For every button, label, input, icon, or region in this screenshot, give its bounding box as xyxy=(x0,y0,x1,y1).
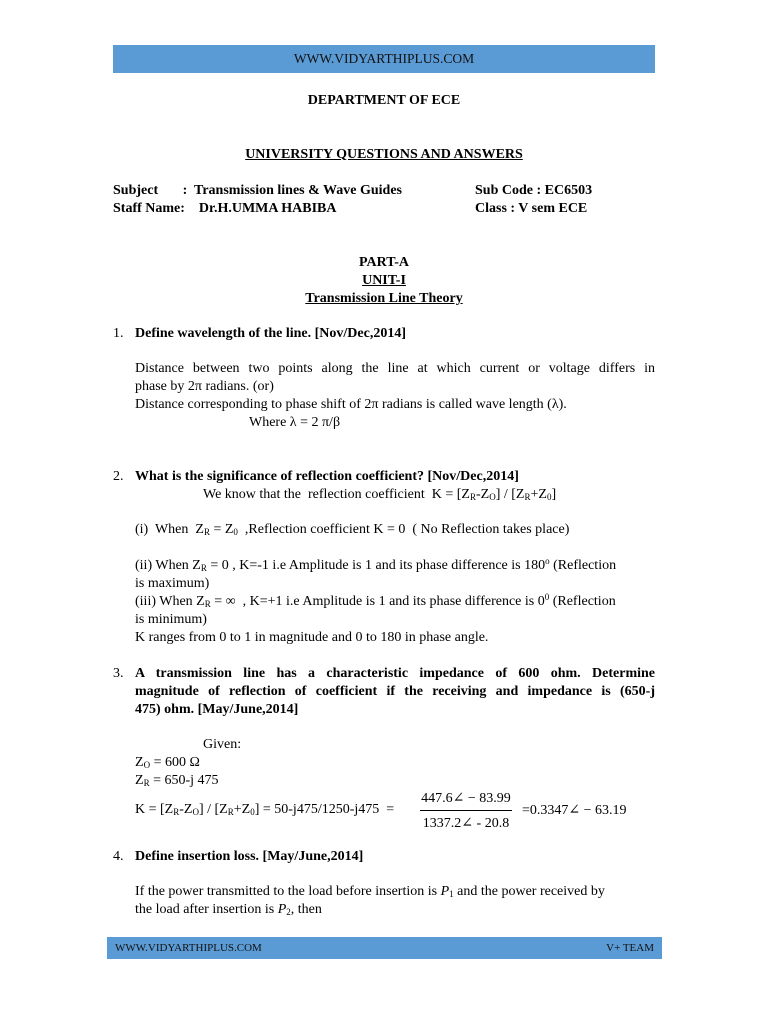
q1-answer-line2: phase by 2π radians. (or) xyxy=(135,379,274,394)
q2-question: What is the significance of reflection coefficient? [Nov/Dec,2014] xyxy=(135,469,519,484)
q3-question-line3: 475) ohm. [May/June,2014] xyxy=(135,702,299,717)
q2-case-1: (i) When $Z_R = Z_0$ ,Reflection coefficient K = 0 ( No Reflection takes place) xyxy=(135,522,570,537)
department-heading: DEPARTMENT OF ECE xyxy=(307,93,461,108)
q3-question-line1: A transmission line has a characteristic impedance of 600 ohm. Determine xyxy=(135,666,655,681)
q1-number: 1. xyxy=(113,326,124,341)
q2-range: K ranges from 0 to 1 in magnitude and 0 to 180 in phase angle. xyxy=(135,630,489,645)
q4-answer-line2: the load after insertion is $P_2$, then xyxy=(135,902,322,917)
q3-number: 3. xyxy=(113,666,124,681)
unit-title: Transmission Line Theory xyxy=(305,291,463,306)
subject-line: Subject : Transmission lines & Wave Guides xyxy=(113,183,402,198)
q1-answer-line1: Distance between two points along the line at which current or voltage differs in xyxy=(135,361,655,376)
q3-fraction-denominator: 1337.2∠ - 20.8 xyxy=(422,816,510,831)
footer-site: WWW.VIDYARTHIPLUS.COM xyxy=(115,942,262,954)
q1-question: Define wavelength of the line. [Nov/Dec,2014] xyxy=(135,326,407,341)
q2-intro: We know that the reflection coefficient $K = [Z_R-Z_O] / [Z_R+Z_0]$ xyxy=(203,487,557,502)
q3-k-equation: $K = [Z_R-Z_O] / [Z_R+Z_0] = 50-j475/1250-j475$ = xyxy=(135,802,395,817)
document-title: UNIVERSITY QUESTIONS AND ANSWERS xyxy=(245,147,523,162)
q4-answer-line1: If the power transmitted to the load before insertion is $P_1$ and the power received by xyxy=(135,884,605,899)
q2-case-3: (iii) When $Z_R$ = ∞ , K=+1 i.e Amplitude is 1 and its phase difference is $0^0$ (Reflection xyxy=(135,592,616,609)
footer-team: V+ TEAM xyxy=(606,942,654,954)
part-heading: PART-A xyxy=(358,255,410,270)
header-site: WWW.VIDYARTHIPLUS.COM xyxy=(293,51,475,66)
q3-given: Given: xyxy=(203,737,242,752)
q2-number: 2. xyxy=(113,469,124,484)
class-line: Class : V sem ECE xyxy=(475,201,588,216)
q3-fraction xyxy=(420,790,512,832)
q4-number: 4. xyxy=(113,849,124,864)
q1-formula: Where λ = 2 π/β xyxy=(249,415,341,430)
staff-line: Staff Name: Dr.H.UMMA HABIBA xyxy=(113,201,337,216)
q3-question-line2: magnitude of reflection of coefficient if the receiving and impedance is (650-j xyxy=(135,684,655,699)
q4-question: Define insertion loss. [May/June,2014] xyxy=(135,849,364,864)
q3-fraction-numerator: 447.6∠ − 83.99 xyxy=(420,790,512,811)
q3-zr: $Z_R = 650-j$ 475 xyxy=(135,773,219,788)
q3-zo: $Z_O = 600$ Ω xyxy=(135,755,200,770)
q2-case-2: (ii) When $Z_R = 0$ , K=-1 i.e Amplitude is 1 and its phase difference is 180$^o$ (Reflection xyxy=(135,556,617,573)
footer-bar xyxy=(107,937,662,959)
q3-result: =0.3347∠ − 63.19 xyxy=(522,803,627,818)
unit-heading: UNIT-I xyxy=(362,273,406,288)
q2-case-3-cont: is minimum) xyxy=(135,612,207,627)
q1-answer-line3: Distance corresponding to phase shift of 2π radians is called wave length (λ). xyxy=(135,397,567,412)
header-bar xyxy=(113,45,655,73)
q2-case-2-cont: is maximum) xyxy=(135,576,210,591)
sub-code: Sub Code : EC6503 xyxy=(475,183,593,198)
